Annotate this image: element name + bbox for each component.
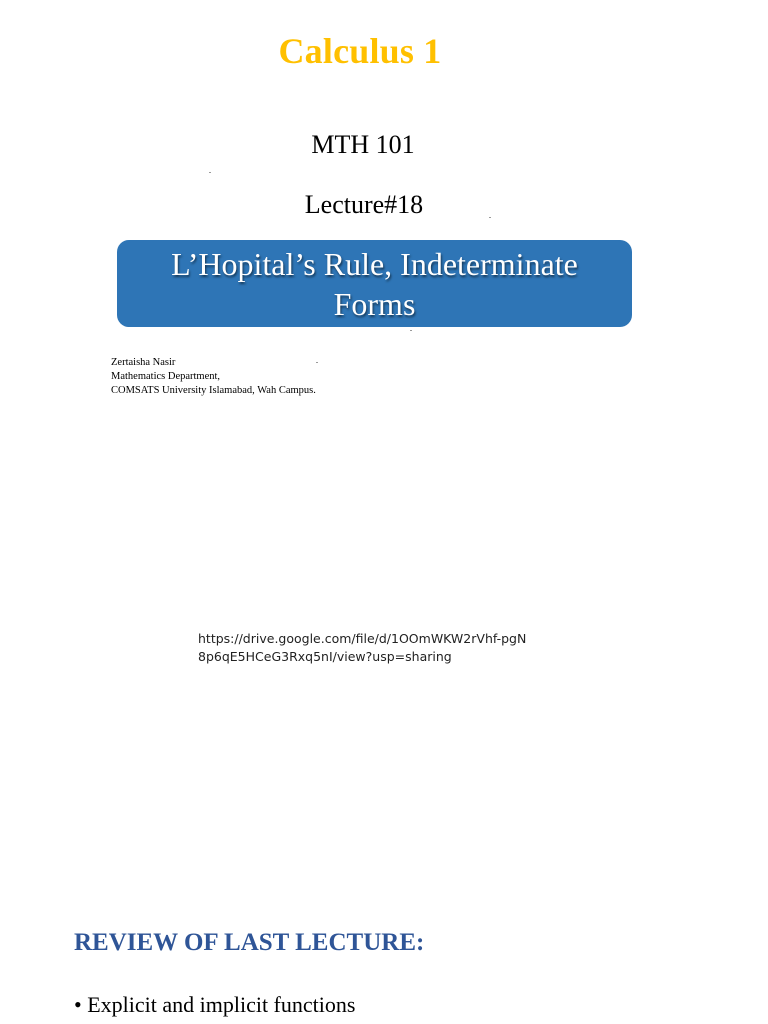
author-block bbox=[111, 356, 316, 398]
author-department: Mathematics Department, bbox=[111, 371, 221, 382]
drive-link[interactable]: https://drive.google.com/file/d/1OOmWKW2rVhf-pgN8p6qE5HCeG3Rxq5nI/view?usp=sharing bbox=[198, 631, 527, 664]
stray-mark bbox=[209, 172, 211, 173]
stray-mark bbox=[489, 217, 491, 218]
bullet-text: Explicit and implicit functions bbox=[87, 992, 356, 1017]
author-institution: COMSATS University Islamabad, Wah Campus. bbox=[111, 385, 316, 396]
stray-mark bbox=[410, 330, 412, 331]
course-code: MTH 101 bbox=[311, 130, 415, 159]
course-title: Calculus 1 bbox=[278, 31, 442, 71]
author-name: Zertaisha Nasir bbox=[111, 357, 176, 368]
topic-line-2: Forms bbox=[333, 286, 416, 322]
bullet-item bbox=[74, 992, 355, 1018]
lecture-number: Lecture#18 bbox=[304, 190, 424, 219]
topic-line-1: L’Hopital’s Rule, Indeterminate bbox=[171, 246, 578, 282]
topic-banner bbox=[117, 240, 632, 327]
stray-mark bbox=[316, 362, 318, 363]
bullet-marker: • bbox=[74, 992, 82, 1017]
review-heading: REVIEW OF LAST LECTURE: bbox=[74, 929, 425, 956]
